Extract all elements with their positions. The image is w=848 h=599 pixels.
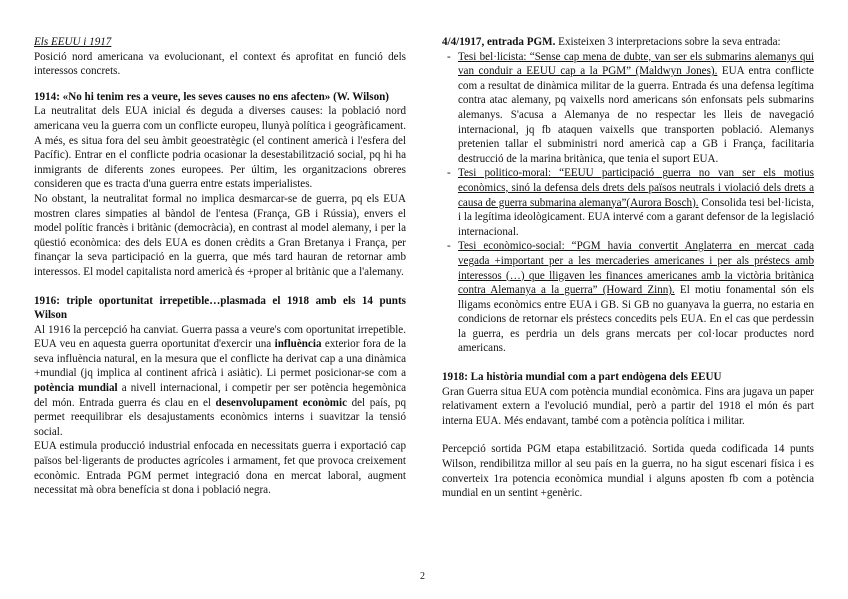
paragraph-1918-stabilization: Percepció sortida PGM etapa estabilització. Sortida queda codificada 14 punts Wilson, rendibilitza millor al seu país en la guerra, no ha sigut escenari física i es converteix 1ra potencia econòmica mundial i alguns aposten fb com a potència mundial en un sentint +genèric.: [442, 443, 814, 500]
heading-1914: 1914: «No hi tenim res a veure, les seves causes no ens afecten» (W. Wilson): [34, 90, 389, 103]
list-item-thesis-political-moral: [442, 166, 814, 239]
spacer: [34, 280, 406, 294]
heading-1918: 1918: La història mundial com a part endògena dels EEUU: [442, 371, 722, 384]
thesis-quote: Tesi politico-moral: “EEUU participació guerra no van ser els motius econòmics, sinó la defensa dels drets dels països neutrals i violació dels drets a causa de guerra submarina alemanya”(Aurora Bosch).: [458, 167, 814, 209]
list-item-thesis-bellicist: [442, 50, 814, 167]
paragraph-1916-opportunity: [34, 323, 406, 440]
page-number: 2: [420, 571, 425, 582]
thesis-explanation: Consolida tesi bel·licista, i la legítima ideològicament. EUA intervé com a garant defensor de la legislació internacional.: [458, 196, 814, 238]
thesis-explanation: EUA entra conflicte com a resultat de dinàmica militar de la guerra. Entrada és una defensa legítima contra atac alemany, pq vaixells nord americans són enfonsats pels submarins alemanys. S'acusa a Alemanya de no respectar les lleis de navegació internacional, jq fb ataquen vaixells que transporten població. Alemanys pretenien tallar el subministri nord americà cap a GB i França, facilitaria destrucció de la marina britànica, que tenia el suport EUA.: [458, 65, 814, 165]
heading-1916: 1916: triple oportunitat irrepetible…plasmada el 1918 amb els 14 punts Wilson: [34, 294, 406, 322]
thesis-quote: Tesi econòmico-social: “PGM havia convertit Anglaterra en mercat cada vegada +important per a les mercaderies americanes i per als préstecs amb interessos (…) que lligaven les finances americanes amb la victòria britànica contra Alemanya a la guerra” (Howard Zinn).: [458, 240, 814, 297]
dash-bullet: -: [447, 50, 451, 63]
text-run: del país, pq permet reequilibrar els desajustaments econòmics interns i suavitzar la tensió social.: [34, 396, 406, 438]
text-run: a nivell internacional, i competir per ser potència hegemònica del món. Entrada guerra és clau en el: [34, 382, 406, 409]
text-run: exterior fora de la seva influència natural, en la mesura que el conflicte ha derivat cap a una dinàmica +mundial (jq implica al continent africà i asiàtic). Li permet posicionar-se com a: [34, 338, 406, 380]
paragraph-1916-economy: EUA estimula producció industrial enfocada en necessitats guerra i exportació cap països bel·ligerants de productes agrícoles i armament, fet que provoca creixement econòmic. Entrada PGM permet integració dona en mercat laboral, augment necessitat mà obra benefícia st dona i població negra.: [34, 440, 406, 497]
bold-term-desenvolupament: desenvolupament econòmic: [215, 396, 348, 409]
text-run: Al 1916 la percepció ha canviat. Guerra passa a veure's com oportunitat irrepetible. EUA veu en aquesta guerra oportunitat d'exercir una: [34, 323, 406, 351]
thesis-explanation: El motiu fonamental són els lligams econòmics entre EUA i GB. Si GB no guanyava la guerra, no estaria en condicions de retornar els préstecs concedits pels EUA. En el cas que perdessin la guerra, es perdria un dels grans mercats per col·locar productes nord americans.: [458, 284, 815, 355]
right-column: [442, 35, 814, 501]
paragraph-1914-neutrality: No obstant, la neutralitat formal no implica desmarcar-se de guerra, pq els EUA mostren clares simpaties al bàndol de l'entesa (França, GB i Rússia), envers el model polític francès i britànic (democràcia), en contrast al model alemany, i per la qüestió econòmica: des dels EUA es donen crèdits a Gran Bretanya i França, per finançar la seva participació en la guerra, que més tard hauran de retornar amb interessos. El model capitalista nord americà és +proper al britànic que a l'alemany.: [34, 192, 406, 278]
section-intro: Posició nord americana va evolucionant, el context és aprofitat en funció dels interessos concrets.: [34, 50, 406, 78]
paragraph-1914-causes: La neutralitat dels EUA inicial és deguda a diverses causes: la població nord americana veu la guerra com un conflicte europeu, llunyà política i geogràficament. A més, es situa fora del seu àmbit geoestratègic (el continent americà i l'esfera del Pacífic). Entrar en el conflicte podria ocasionar la desestabilització social, pq hi ha inmigrants de diferents zones europees. Per últim, les organitzacions obreres consideren que es tracta d'una guerra entre estats imperialistes.: [34, 105, 406, 191]
dash-bullet: -: [447, 167, 451, 180]
spacer: [34, 79, 406, 90]
list-item-thesis-economic-social: [442, 239, 814, 356]
thesis-list: [442, 50, 814, 356]
left-column: [34, 35, 406, 498]
spacer: [442, 356, 814, 370]
paragraph-1917-intro: [442, 35, 814, 50]
dash-bullet: -: [447, 240, 451, 253]
text-run: Existeixen 3 interpretacions sobre la seva entrada:: [555, 36, 781, 48]
thesis-quote: Tesi bel·licista: “Sense cap mena de dubte, van ser els submarins alemanys qui van conduir a EEUU cap a la PGM” (Maldwyn Jones).: [458, 50, 814, 78]
paragraph-1918-world-power: Gran Guerra situa EUA com potència mundial econòmica. Fins ara jugava un paper relativament extern a l'evolució mundial, però a partir del 1918 el món és part interna EUA. Més endavant, també com a potència política i militar.: [442, 385, 814, 427]
section-title-eeuu-1917: Els EEUU i 1917: [34, 36, 112, 48]
bold-term-influencia: influència: [274, 338, 322, 351]
bold-term-potencia-mundial: potència mundial: [34, 382, 118, 395]
spacer: [442, 428, 814, 442]
heading-1917: 4/4/1917, entrada PGM.: [442, 36, 556, 48]
